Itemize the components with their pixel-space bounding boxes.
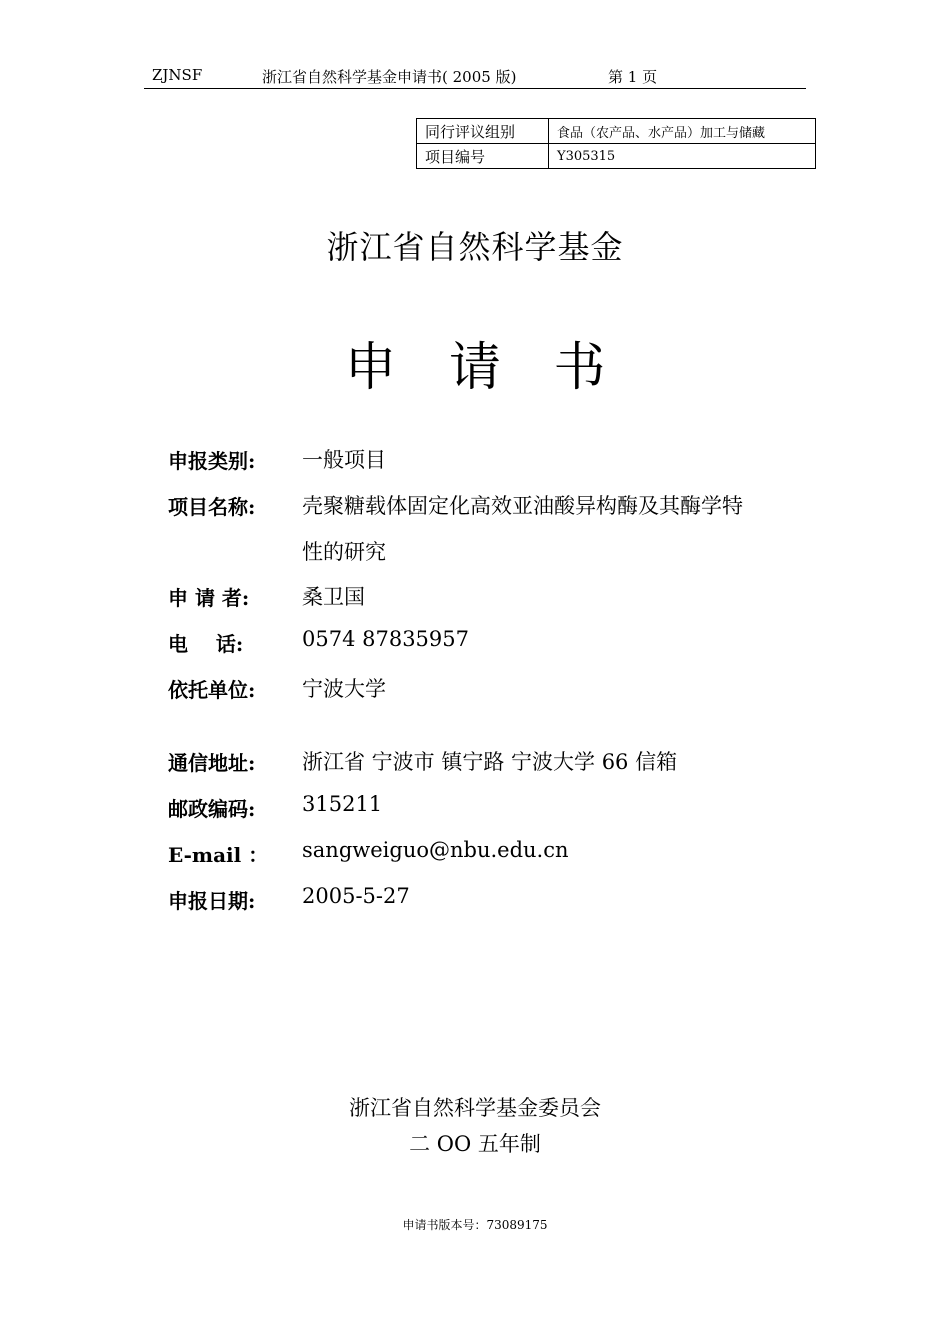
email-value: sangweiguo@nbu.edu.cn (302, 838, 569, 862)
applicant-value: 桑卫国 (302, 585, 365, 609)
header-divider (144, 88, 806, 89)
project-number-label: 项目编号 (417, 144, 549, 169)
project-name-value-line1: 壳聚糖载体固定化高效亚油酸异构酶及其酶学特 (302, 494, 743, 518)
postcode-value: 315211 (302, 792, 383, 816)
issue-year: 二 OO 五年制 (409, 1132, 541, 1156)
project-number-value: Y305315 (549, 144, 816, 169)
header-code: ZJNSF (152, 66, 203, 84)
org-title: 浙江省自然科学基金 (326, 228, 624, 266)
submit-date-label: 申报日期: (168, 889, 256, 913)
category-label: 申报类别: (168, 449, 256, 473)
version-number: 申请书版本号：73089175 (402, 1218, 548, 1232)
project-name-label: 项目名称: (168, 495, 256, 519)
host-unit-label: 依托单位: (168, 678, 256, 702)
header-page-number: 第 1 页 (608, 68, 658, 86)
address-value: 浙江省 宁波市 镇宁路 宁波大学 66 信箱 (302, 750, 678, 774)
applicant-label: 申 请 者: (168, 586, 250, 610)
review-group-value: 食品（农产品、水产品）加工与储藏 (549, 119, 816, 144)
email-label: E-mail ： (168, 843, 269, 867)
document-title: 申 请 书 (344, 338, 624, 398)
submit-date-value: 2005-5-27 (302, 884, 410, 908)
phone-label: 电 话: (168, 632, 244, 656)
table-row (417, 119, 816, 144)
postcode-label: 邮政编码: (168, 797, 256, 821)
review-info-table (416, 118, 816, 169)
review-group-label: 同行评议组别 (417, 119, 549, 144)
header-title: 浙江省自然科学基金申请书( 2005 版) (262, 68, 517, 86)
committee-name: 浙江省自然科学基金委员会 (349, 1096, 601, 1120)
table-row (417, 144, 816, 169)
project-name-value-line2: 性的研究 (302, 540, 386, 564)
host-unit-value: 宁波大学 (302, 677, 386, 701)
address-label: 通信地址: (168, 751, 256, 775)
category-value: 一般项目 (302, 448, 386, 472)
phone-value: 0574 87835957 (302, 627, 470, 651)
